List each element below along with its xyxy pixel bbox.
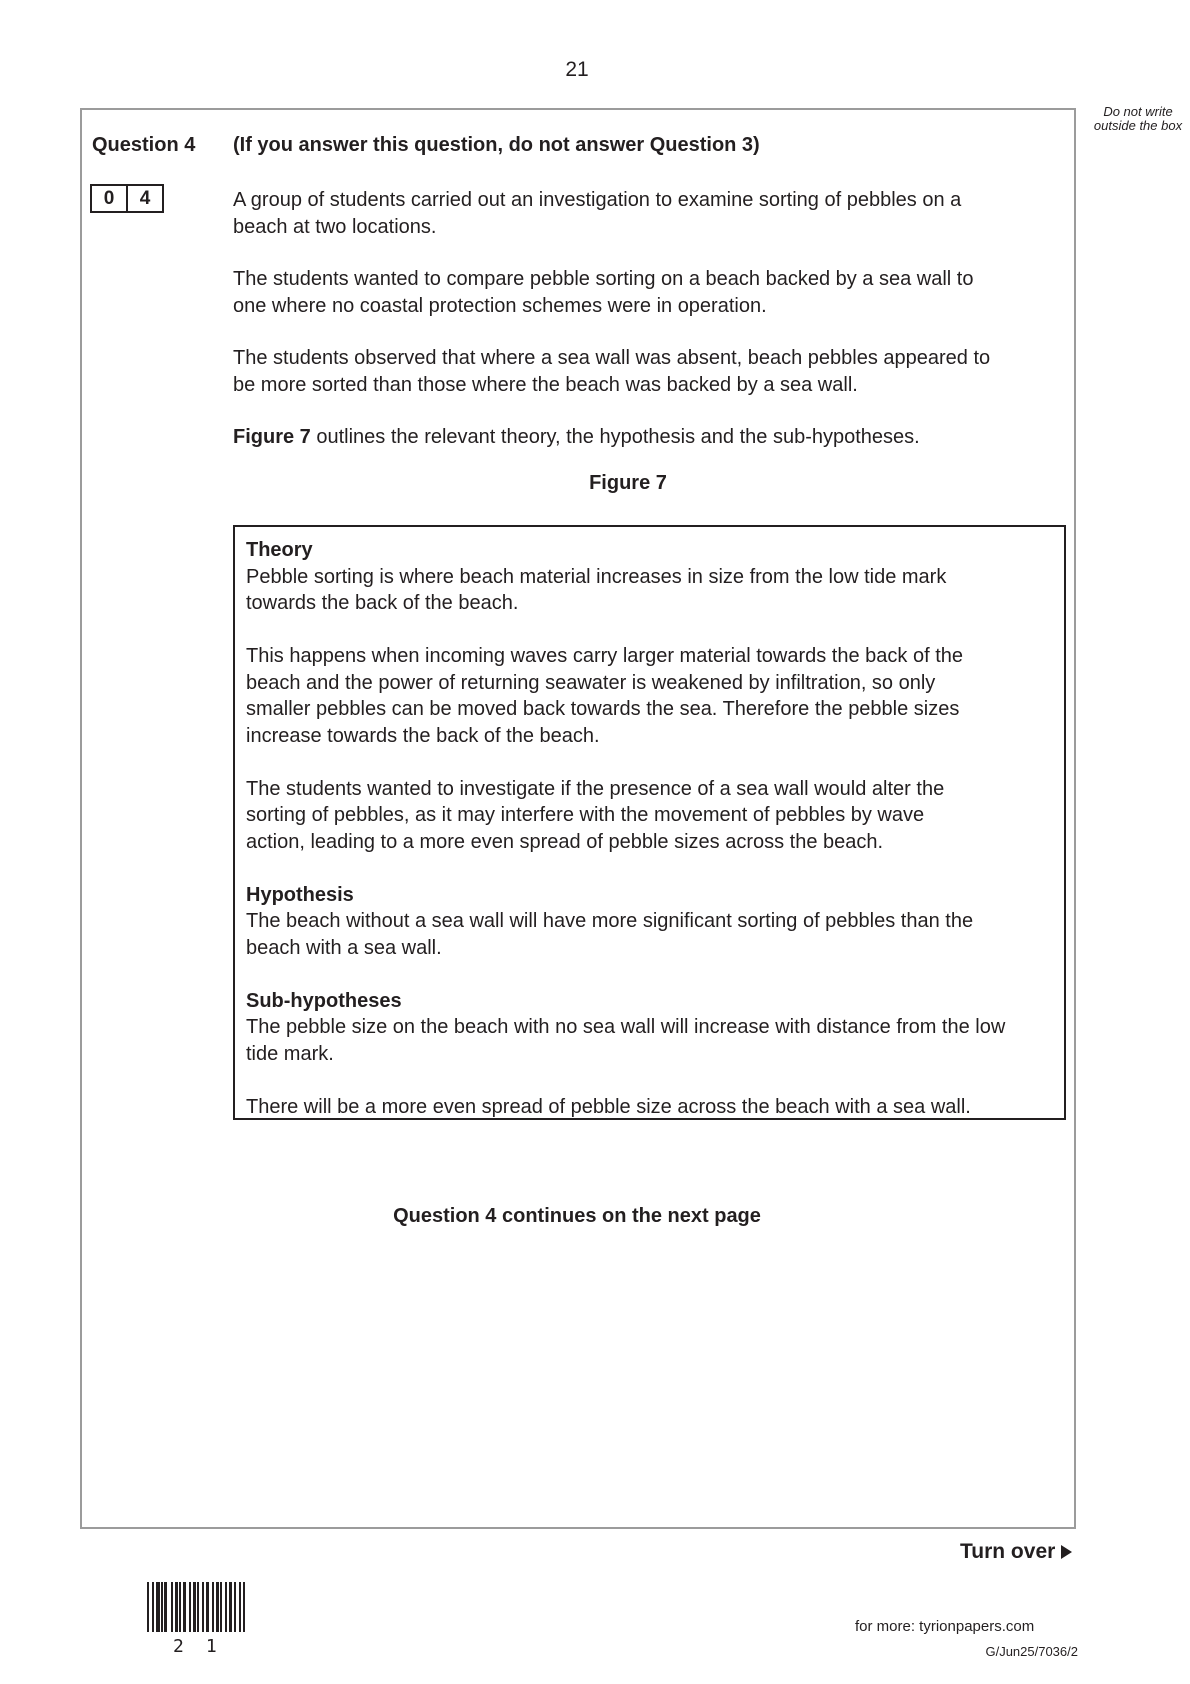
sub-hypothesis-item: The pebble size on the beach with no sea wall will increase with distance from the low tide mark.	[246, 1016, 1006, 1065]
hypothesis-heading: Hypothesis	[246, 883, 354, 906]
question-number-digit: 4	[126, 186, 162, 211]
question-paragraph: The students observed that where a sea wall was absent, beach pebbles appeared to be more sorted than those where the beach was backed by a sea wall.	[233, 347, 991, 396]
question-instruction: (If you answer this question, do not answer Question 3)	[233, 134, 760, 156]
question-paragraph: A group of students carried out an investigation to examine sorting of pebbles on a beach at two locations.	[233, 189, 962, 238]
question-paragraph: The students wanted to compare pebble sorting on a beach backed by a sea wall to one where no coastal protection schemes were in operation.	[233, 268, 974, 317]
question-body	[233, 187, 1073, 477]
question-number-digit: 0	[103, 187, 115, 209]
margin-note: Do not write outside the box	[1093, 104, 1183, 133]
theory-paragraph: Pebble sorting is where beach material increases in size from the low tide mark towards the back of the beach.	[246, 565, 947, 614]
triangle-right-icon	[1061, 1545, 1072, 1559]
question-number-box	[90, 184, 164, 213]
theory-paragraph: The students wanted to investigate if the presence of a sea wall would alter the sorting of pebbles, as it may interfere with the movement of pebbles by wave action, leading to a more even spread of pebble sizes across the beach.	[246, 777, 945, 853]
barcode	[147, 1582, 251, 1632]
hypothesis-text: The beach without a sea wall will have more significant sorting of pebbles than the beach with a sea wall.	[246, 910, 974, 959]
theory-heading: Theory	[246, 539, 313, 561]
paper-code: G/Jun25/7036/2	[985, 1644, 1078, 1659]
sub-hypothesis-item: There will be a more even spread of pebble size across the beach with a sea wall.	[246, 1095, 971, 1118]
page-number: 21	[565, 58, 589, 81]
turn-over-label: Turn over	[960, 1540, 1056, 1563]
figure-title: Figure 7	[589, 472, 667, 494]
turn-over	[960, 1540, 1072, 1564]
figure-intro-text: outlines the relevant theory, the hypothesis and the sub-hypotheses.	[310, 426, 920, 448]
sub-hypotheses-heading: Sub-hypotheses	[246, 989, 402, 1012]
figure-intro	[233, 424, 1073, 451]
theory-paragraph: This happens when incoming waves carry larger material towards the back of the beach and the power of returning seawater is weakened by infiltration, so only smaller pebbles can be moved back towards the sea. Therefore the pebble sizes increase towards the back of the beach.	[246, 645, 964, 747]
question-label: Question 4	[92, 134, 196, 156]
barcode-digits: 21	[173, 1636, 239, 1657]
figure-box	[233, 525, 1066, 1120]
continues-note: Question 4 continues on the next page	[393, 1205, 761, 1227]
figure-reference: Figure 7	[233, 426, 311, 448]
source-note: for more: tyrionpapers.com	[855, 1618, 1035, 1635]
